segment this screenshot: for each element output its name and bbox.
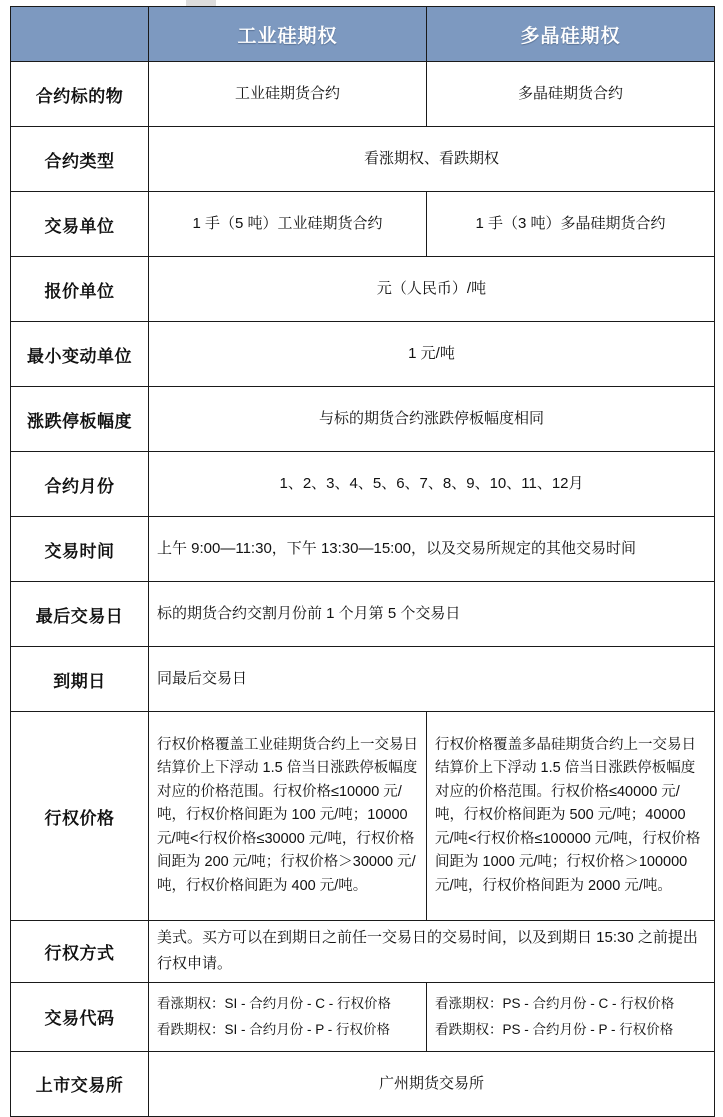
cell-exercise-style: 美式。买方可以在到期日之前任一交易日的交易时间，以及到期日 15:30 之前提出行权申请。 — [149, 921, 715, 983]
row-label-trading-code: 交易代码 — [11, 982, 149, 1051]
table-row — [11, 712, 715, 921]
cell-trading-code-left — [149, 982, 427, 1051]
table-row — [11, 257, 715, 322]
cell-strike-price-left: 行权价格覆盖工业硅期货合约上一交易日结算价上下浮动 1.5 倍当日涨跌停板幅度对应的价格范围。行权价格≤10000 元/吨，行权价格间距为 100 元/吨；10000 元/吨<行权价格≤30000 元/吨，行权价格间距为 200 元/吨；行权价格＞30000 元/吨，行权价格间距为 400 元/吨。 — [149, 712, 427, 921]
cell-expiry-date: 同最后交易日 — [149, 647, 715, 712]
cell-underlying-left: 工业硅期货合约 — [149, 62, 427, 127]
table-row — [11, 127, 715, 192]
row-label-listing-exchange: 上市交易所 — [11, 1051, 149, 1116]
table-row — [11, 982, 715, 1051]
row-label-trading-hours: 交易时间 — [11, 517, 149, 582]
cell-trading-unit-left: 1 手（5 吨）工业硅期货合约 — [149, 192, 427, 257]
row-label-strike-price: 行权价格 — [11, 712, 149, 921]
cell-contract-months: 1、2、3、4、5、6、7、8、9、10、11、12月 — [149, 452, 715, 517]
row-label-contract-months: 合约月份 — [11, 452, 149, 517]
cell-last-trading-day: 标的期货合约交割月份前 1 个月第 5 个交易日 — [149, 582, 715, 647]
row-label-exercise-style: 行权方式 — [11, 921, 149, 983]
option-contract-spec-table — [10, 6, 715, 1117]
cell-tick-size: 1 元/吨 — [149, 322, 715, 387]
table-row — [11, 192, 715, 257]
table-row — [11, 647, 715, 712]
trading-code-right-call: 看涨期权：PS - 合约月份 - C - 行权价格 — [435, 995, 675, 1011]
row-label-expiry-date: 到期日 — [11, 647, 149, 712]
row-label-underlying: 合约标的物 — [11, 62, 149, 127]
spec-table-container — [10, 6, 714, 1117]
trading-code-right-put: 看跌期权：PS - 合约月份 - P - 行权价格 — [435, 1021, 674, 1037]
row-label-contract-type: 合约类型 — [11, 127, 149, 192]
cell-trading-hours: 上午 9:00—11:30，下午 13:30—15:00，以及交易所规定的其他交易时间 — [149, 517, 715, 582]
table-row — [11, 582, 715, 647]
table-row — [11, 921, 715, 983]
header-cell-industrial-silicon-option: 工业硅期权 — [149, 7, 427, 62]
row-label-price-limit: 涨跌停板幅度 — [11, 387, 149, 452]
table-body — [11, 62, 715, 1117]
table-header-row — [11, 7, 715, 62]
trading-code-left-call: 看涨期权：SI - 合约月份 - C - 行权价格 — [157, 995, 391, 1011]
row-label-trading-unit: 交易单位 — [11, 192, 149, 257]
table-row — [11, 517, 715, 582]
cell-trading-unit-right: 1 手（3 吨）多晶硅期货合约 — [427, 192, 715, 257]
header-cell-polysilicon-option: 多晶硅期权 — [427, 7, 715, 62]
row-label-tick-size: 最小变动单位 — [11, 322, 149, 387]
row-label-quotation-unit: 报价单位 — [11, 257, 149, 322]
cell-price-limit: 与标的期货合约涨跌停板幅度相同 — [149, 387, 715, 452]
table-row — [11, 62, 715, 127]
table-row — [11, 452, 715, 517]
trading-code-left-put: 看跌期权：SI - 合约月份 - P - 行权价格 — [157, 1021, 391, 1037]
cell-trading-code-right — [427, 982, 715, 1051]
cell-underlying-right: 多晶硅期货合约 — [427, 62, 715, 127]
table-row — [11, 387, 715, 452]
cell-listing-exchange: 广州期货交易所 — [149, 1051, 715, 1116]
cell-strike-price-right: 行权价格覆盖多晶硅期货合约上一交易日结算价上下浮动 1.5 倍当日涨跌停板幅度对应的价格范围。行权价格≤40000 元/吨，行权价格间距为 500 元/吨；40000 元/吨<行权价格≤100000 元/吨，行权价格间距为 1000 元/吨；行权价格＞100000 元/吨，行权价格间距为 2000 元/吨。 — [427, 712, 715, 921]
row-label-last-trading-day: 最后交易日 — [11, 582, 149, 647]
table-row — [11, 322, 715, 387]
table-row — [11, 1051, 715, 1116]
cell-contract-type: 看涨期权、看跌期权 — [149, 127, 715, 192]
header-cell-blank — [11, 7, 149, 62]
cell-quotation-unit: 元（人民币）/吨 — [149, 257, 715, 322]
